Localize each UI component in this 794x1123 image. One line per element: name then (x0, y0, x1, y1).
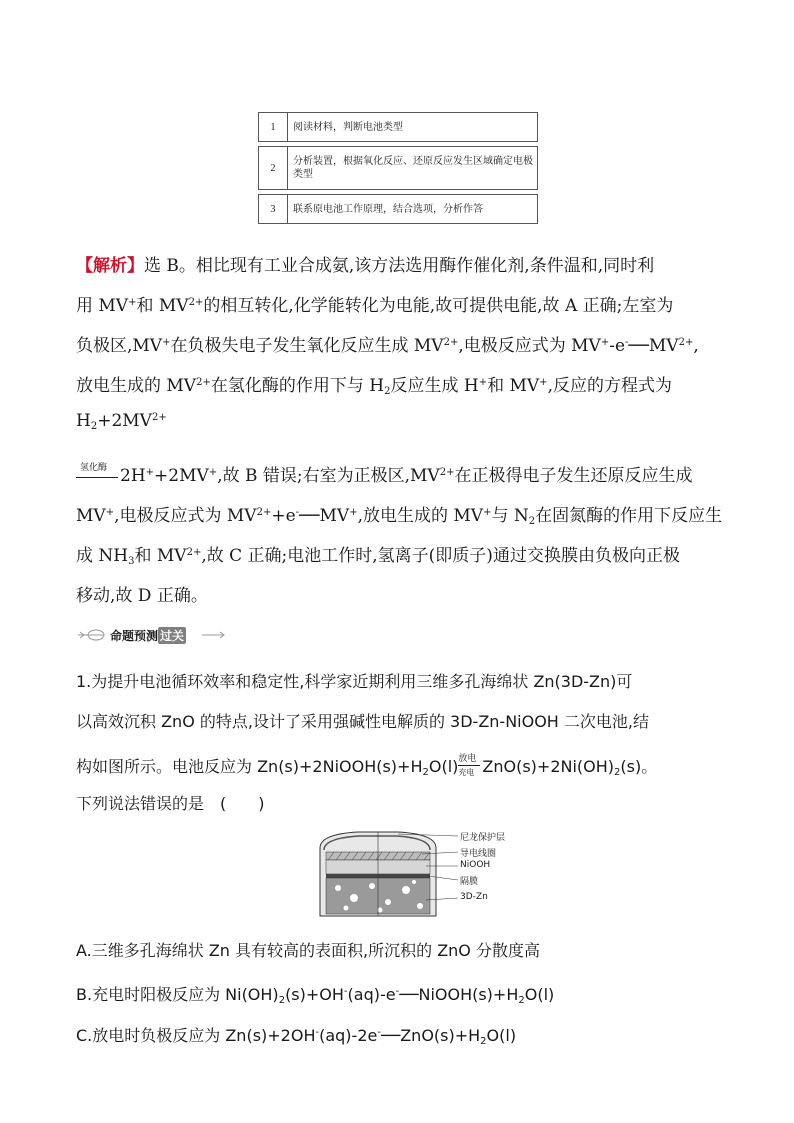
text: , (693, 336, 699, 356)
sub: 3 (128, 556, 135, 567)
text: ──MV (628, 336, 679, 356)
text: ,电极反应式为 MV (458, 336, 601, 356)
step-text: 联系原电池工作原理，结合选项，分析作答 (293, 203, 483, 215)
text: 和 MV (487, 376, 540, 396)
reaction-arrow (76, 462, 120, 484)
text: C.放电时负极反应为 Zn(s)+2OH (76, 1026, 316, 1045)
section-banner (76, 626, 226, 644)
text: ,电极反应式为 MV (114, 506, 257, 526)
text: ,故 C 正确;电池工作时,氢离子(即质子)通过交换膜由负极向正极 (201, 546, 680, 566)
sup: 2+ (188, 297, 204, 308)
sup: 2+ (151, 412, 167, 423)
text: B.充电时阳极反应为 Ni(OH) (76, 985, 279, 1004)
figure-label: 隔膜 (460, 877, 479, 887)
step-text: 阅读材料，判断电池类型 (293, 121, 403, 133)
text: 构如图所示。电池反应为 Zn(s)+2NiOOH(s)+H (76, 757, 423, 776)
sup: - (395, 986, 400, 997)
text: ,反应的方程式为 (547, 376, 672, 396)
catalyst-label: 氢化酶 (80, 462, 108, 473)
text: 在氢化酶的作用下与 H (210, 376, 385, 396)
text: 的相互转化,化学能转化为电能,故可提供电能,故 A 正确;左室为 (203, 296, 674, 316)
sup: + (600, 337, 610, 348)
sup: - (295, 507, 300, 518)
sup: + (349, 507, 358, 518)
analysis-line-7 (76, 501, 722, 526)
text: +2MV (154, 466, 209, 486)
option-b (76, 982, 554, 1005)
text: 负极区,MV (76, 336, 163, 356)
text: ,故 B 错误;右室为正极区,MV (217, 466, 440, 486)
text: 2H (120, 466, 146, 486)
banner-title (110, 627, 186, 644)
sup: + (539, 377, 548, 388)
sup: - (377, 1027, 381, 1038)
step-number: 1 (259, 113, 288, 141)
sup: + (105, 507, 115, 518)
sup: + (162, 337, 171, 348)
arrow-top-label: 放电 (458, 753, 477, 764)
sub: 2 (614, 767, 621, 778)
text: +e (271, 506, 296, 526)
sup: 2+ (443, 337, 459, 348)
text: O(l) (486, 1026, 517, 1045)
analysis-line-4 (76, 371, 672, 396)
analysis-line-3 (76, 331, 699, 356)
text: 和 MV (136, 296, 189, 316)
sub: 2 (422, 767, 429, 778)
question-line-2: 以高效沉积 ZnO 的特点,设计了采用强碱性电解质的 3D-Zn-NiOOH 二次电池,结 (76, 712, 649, 731)
option-a: A.三维多孔海绵状 Zn 具有较高的表面积,所沉积的 ZnO 分散度高 (76, 941, 540, 960)
analysis-line-8 (76, 541, 680, 566)
figure-label: 导电线圈 (460, 849, 497, 859)
text: 和 MV (134, 546, 187, 566)
solution-steps-diagram (258, 112, 538, 224)
step-box-2 (258, 146, 538, 190)
sub: 2 (384, 386, 391, 397)
arrow-line (76, 477, 118, 478)
text: (aq)-e (347, 985, 396, 1004)
text: ZnO(s)+2Ni(OH) (482, 757, 615, 776)
sup: 2+ (196, 377, 211, 388)
text: ──ZnO(s)+H (380, 1026, 481, 1045)
text: 放电生成的 MV (76, 376, 197, 396)
banner-label: 命题预测 (110, 629, 159, 643)
sup: 2+ (256, 507, 272, 518)
text: 反应生成 H (390, 376, 479, 396)
text: 在固氮酶的作用下反应生 (535, 506, 723, 526)
sub: 2 (480, 1036, 487, 1047)
text: (s)。 (620, 757, 658, 776)
sup: 2+ (678, 337, 694, 348)
text: -e (609, 336, 626, 356)
text: ,放电生成的 MV (357, 506, 484, 526)
arrow-line (458, 765, 480, 766)
sub: 2 (518, 995, 525, 1006)
sub: 2 (90, 421, 98, 432)
sup: + (128, 297, 137, 308)
sup: - (315, 1027, 320, 1038)
analysis-tag: 【解析】 (76, 256, 144, 276)
question-line-4: 下列说法错误的是 ( ) (76, 794, 265, 813)
text: +2MV (97, 411, 152, 431)
sup: + (483, 507, 492, 518)
sup: + (145, 467, 155, 478)
question-line-3 (76, 754, 657, 777)
figure-label: 3D-Zn (460, 892, 488, 902)
sub: 2 (278, 995, 286, 1006)
sup: - (343, 986, 348, 997)
question-line-1: 1.为提升电池循环效率和稳定性,科学家近期利用三维多孔海绵状 Zn(3D-Zn)可 (76, 672, 633, 691)
text: 选 B。相比现有工业合成氨,该方法选用酶作催化剂,条件温和,同时利 (144, 256, 655, 276)
sub: 2 (528, 516, 536, 527)
figure-label: 尼龙保护层 (460, 833, 506, 843)
text: 成 NH (76, 546, 129, 566)
step-number: 3 (259, 195, 288, 223)
text: 在负极失电子发生氧化反应生成 MV (170, 336, 444, 356)
step-box-1 (258, 112, 538, 142)
step-text: 分析装置，根据氧化反应、还原反应发生区域确定电极类型 (293, 156, 533, 180)
analysis-line-5 (76, 411, 167, 431)
sup: + (478, 377, 488, 388)
text: (aq)-2e (319, 1026, 378, 1045)
option-c (76, 1023, 516, 1046)
text: 与 N (491, 506, 529, 526)
analysis-line-1 (76, 251, 654, 276)
sup: - (625, 337, 629, 348)
text: 在正极得电子发生还原反应生成 (454, 466, 693, 486)
banner-badge: 过关 (160, 629, 185, 643)
arrow-bottom-label: 充电 (458, 767, 475, 777)
step-number: 2 (259, 147, 288, 189)
sup: 2+ (186, 547, 202, 558)
text: (s)+OH (285, 985, 344, 1004)
sup: + (208, 467, 218, 478)
text: 用 MV (76, 296, 129, 316)
text: O(l) (524, 985, 555, 1004)
reversible-arrow (458, 753, 482, 777)
text: H (76, 411, 91, 431)
figure-label: NiOOH (460, 860, 491, 870)
text: ──NiOOH(s)+H (399, 985, 519, 1004)
text: MV (76, 506, 106, 526)
analysis-line-6 (76, 461, 692, 486)
analysis-line-9 (76, 581, 208, 606)
text: 移动,故 D 正确。 (76, 586, 208, 606)
step-box-3 (258, 194, 538, 224)
analysis-line-2 (76, 291, 673, 316)
sup: 2+ (439, 467, 455, 478)
text: O(l) (428, 757, 459, 776)
battery-structure-figure (318, 828, 518, 920)
text: ──MV (299, 506, 350, 526)
